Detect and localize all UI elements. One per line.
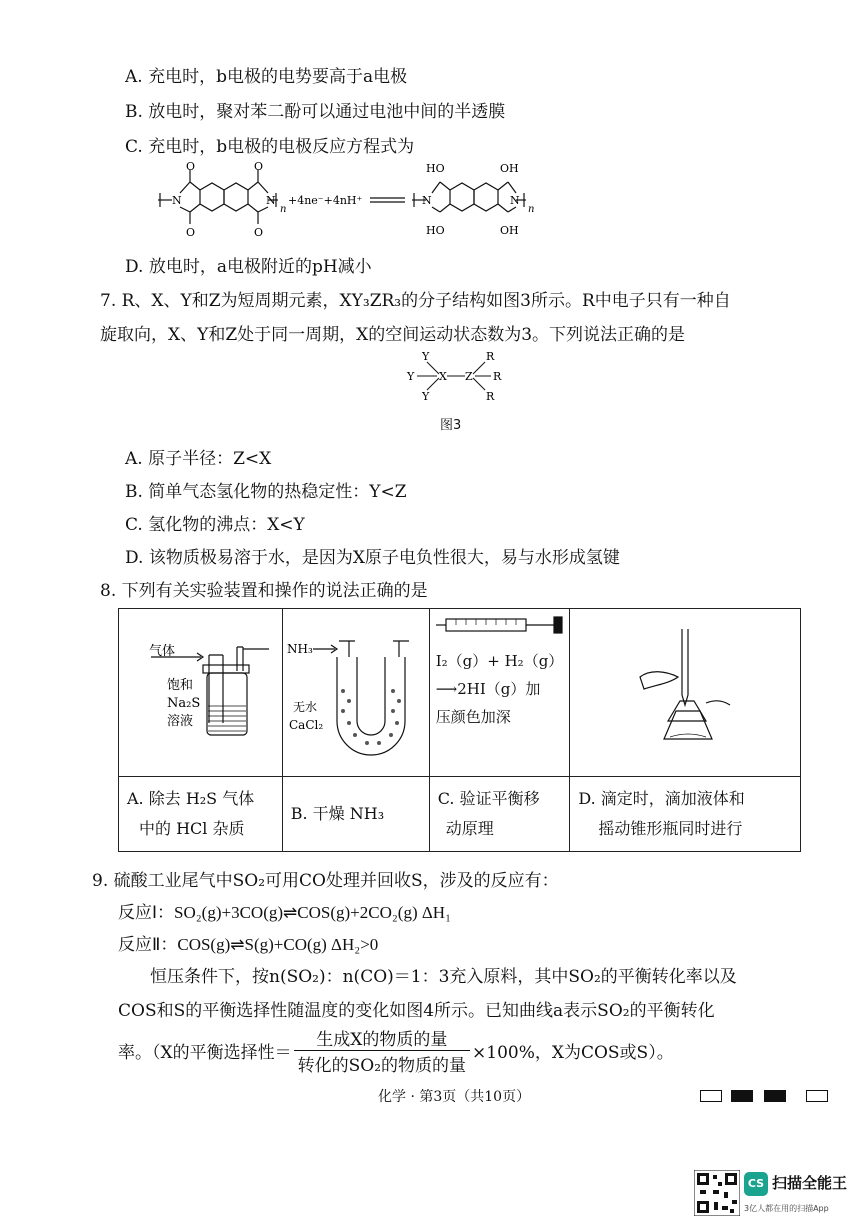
atom-z: Z	[465, 370, 473, 383]
q7-stem-line2: 旋取向，X、Y和Z处于同一周期，X的空间运动状态数为3。下列说法正确的是	[100, 325, 686, 345]
atom-r: R	[486, 390, 495, 403]
oxygen-label: O	[186, 226, 196, 239]
qr-code-icon	[694, 1170, 740, 1216]
q9-reaction-1: 反应Ⅰ：SO₂(g)+3CO(g)⇌COS(g)+2CO₂(g) ΔH₁	[118, 903, 451, 922]
apparatus-c	[429, 609, 570, 777]
atom-r: R	[486, 350, 495, 363]
fraction-numerator: 生成X的物质的量	[294, 1025, 470, 1051]
q9-reaction-2: 反应Ⅱ：COS(g)⇌S(g)+CO(g) ΔH₂>0	[118, 935, 379, 954]
q9-paragraph-1: 恒压条件下，按n(SO₂)：n(CO)＝1：3充入原料，其中SO₂的平衡转化率以及	[150, 967, 737, 987]
selectivity-def-prefix: 率。（X的平衡选择性＝	[118, 1043, 292, 1063]
hydroxyl-label: OH	[500, 224, 519, 237]
atom-y: Y	[422, 350, 430, 363]
caption-b-line1: B. 干燥 NH₃	[290, 804, 385, 823]
hydroxyl-label: HO	[426, 162, 445, 175]
u-tube-figure	[283, 611, 429, 771]
q9-paragraph-3	[118, 1025, 674, 1076]
q9-paragraph-2: COS和S的平衡选择性随温度的变化如图4所示。已知曲线a表示SO₂的平衡转化	[118, 1001, 715, 1021]
selectivity-fraction	[294, 1025, 470, 1076]
cs-logo-icon: CS	[744, 1172, 768, 1196]
q7-option-a: A. 原子半径：Z<X	[125, 449, 272, 469]
caption-d-line1: D. 滴定时，滴加液体和	[578, 789, 745, 808]
apparatus-d	[570, 609, 801, 777]
nh3-label: NH₃	[286, 641, 313, 656]
caption-a	[119, 777, 283, 852]
selectivity-def-suffix: ×100%，X为COS或S）。	[472, 1043, 674, 1063]
reaction-line1: I₂（g）+ H₂（g）	[435, 652, 564, 670]
apparatus-a	[119, 609, 283, 777]
q6-option-c: C. 充电时，b电极的电极反应方程式为	[125, 137, 415, 157]
atom-r: R	[493, 370, 502, 383]
q7-stem-line1: 7. R、X、Y和Z为短周期元素，XY₃ZR₃的分子结构如图3所示。R中电子只有一种自	[100, 291, 731, 311]
q6-option-b: B. 放电时，聚对苯二酚可以通过电池中间的半透膜	[125, 102, 506, 122]
page-footer: 化学 · 第3页（共10页）	[378, 1089, 531, 1105]
caption-d-line2: 摇动锥形瓶同时进行	[598, 819, 743, 838]
caption-a-line2: 中的 HCl 杂质	[139, 819, 245, 838]
app-name: 扫描全能王	[772, 1174, 848, 1192]
reaction-line2: ⟶2HI（g）加	[435, 680, 541, 698]
figure-3-molecule	[405, 348, 515, 406]
atom-y: Y	[407, 370, 415, 383]
hydroxyl-label: HO	[426, 224, 445, 237]
oxygen-label: O	[254, 226, 264, 239]
solution-label: 溶液	[167, 713, 194, 729]
caption-b	[282, 777, 429, 852]
app-slogan: 3亿人都在用的扫描App	[744, 1204, 829, 1213]
hydroxyl-label: OH	[500, 162, 519, 175]
solution-label: 饱和	[167, 677, 194, 693]
q8-apparatus-table	[118, 608, 801, 852]
caption-c	[429, 777, 570, 852]
atom-y: Y	[422, 390, 430, 403]
registration-mark	[731, 1090, 753, 1102]
nitrogen-label: N	[510, 194, 520, 207]
q6-option-a: A. 充电时，b电极的电势要高于a电极	[125, 67, 408, 87]
fraction-denominator: 转化的SO₂的物质的量	[297, 1056, 467, 1076]
electron-terms: +4ne⁻+4nH⁺	[288, 194, 363, 207]
figure-3-caption: 图3	[440, 418, 462, 433]
oxygen-label: O	[254, 160, 264, 173]
nitrogen-label: N	[422, 194, 432, 207]
q8-stem: 8. 下列有关实验装置和操作的说法正确的是	[100, 581, 428, 601]
desiccant-label: CaCl₂	[288, 717, 323, 732]
gas-label: 气体	[149, 643, 176, 659]
desiccant-label: 无水	[292, 699, 317, 714]
q7-option-b: B. 简单气态氢化物的热稳定性：Y<Z	[125, 482, 407, 502]
electrode-reaction-structure	[150, 160, 540, 240]
caption-c-line1: C. 验证平衡移	[437, 789, 540, 808]
repeat-n: n	[528, 204, 535, 215]
oxygen-label: O	[186, 160, 196, 173]
caption-d	[570, 777, 801, 852]
q6-option-d: D. 放电时，a电极附近的pH减小	[125, 257, 372, 277]
registration-mark	[764, 1090, 786, 1102]
gas-washing-bottle-figure	[119, 611, 279, 771]
apparatus-b	[282, 609, 429, 777]
q7-option-d: D. 该物质极易溶于水，是因为X原子电负性很大，易与水形成氢键	[125, 548, 620, 568]
caption-c-line2: 动原理	[445, 819, 494, 838]
repeat-n: n	[280, 204, 287, 215]
atom-x: X	[439, 370, 447, 383]
titration-figure	[570, 611, 798, 771]
q7-option-c: C. 氢化物的沸点：X<Y	[125, 515, 305, 535]
nitrogen-label: N	[266, 194, 276, 207]
q9-stem: 9. 硫酸工业尾气中SO₂可用CO处理并回收S，涉及的反应有：	[92, 871, 559, 891]
syringe-figure	[430, 609, 568, 643]
caption-a-line1: A. 除去 H₂S 气体	[127, 789, 255, 808]
registration-mark	[700, 1090, 722, 1102]
registration-mark	[806, 1090, 828, 1102]
solution-label: Na₂S	[167, 695, 201, 711]
nitrogen-label: N	[172, 194, 182, 207]
reaction-line3: 压颜色加深	[435, 708, 511, 726]
